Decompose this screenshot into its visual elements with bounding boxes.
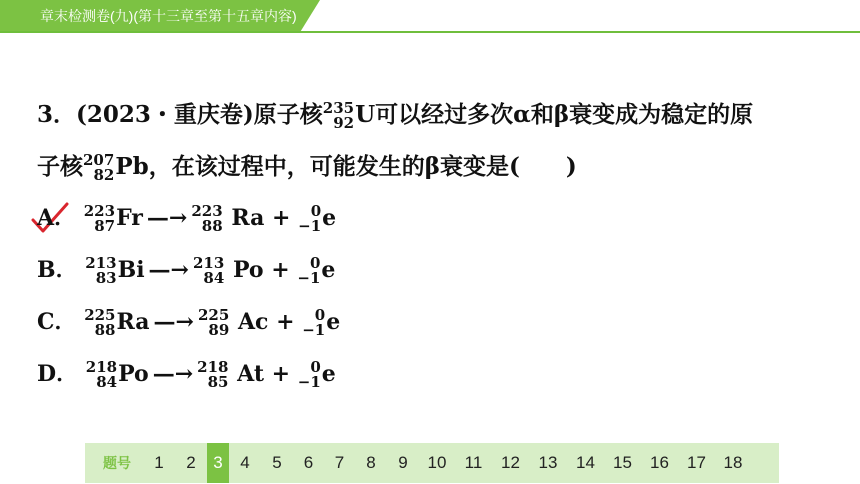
electron-indices: [298, 204, 321, 234]
electron-mass: 0: [314, 306, 326, 324]
parent-mass: 225: [84, 306, 116, 324]
question-nav-item-11[interactable]: 11: [464, 453, 483, 472]
parent-symbol: Bi: [117, 257, 145, 283]
parent-mass: 218: [85, 358, 118, 376]
uranium-symbol: U: [355, 101, 376, 128]
question-nav-item-14[interactable]: 14: [576, 453, 595, 472]
plus-sign: +: [271, 257, 290, 283]
header-divider: [0, 31, 860, 33]
electron-mass: 0: [310, 358, 321, 376]
parent-symbol: Po: [118, 361, 149, 387]
parent-indices: [84, 308, 115, 338]
electron-charge: −1: [298, 217, 322, 235]
question-nav-item-6[interactable]: 6: [303, 453, 314, 472]
question-nav-item-5[interactable]: 5: [272, 453, 282, 472]
daughter-atomic: 85: [207, 373, 229, 391]
parent-symbol: Fr: [116, 205, 143, 231]
daughter-mass: 225: [197, 306, 230, 324]
header-bar: [0, 0, 860, 31]
electron-charge: −1: [297, 269, 321, 287]
parent-atomic: 87: [94, 217, 116, 235]
question-nav-item-1[interactable]: 1: [154, 453, 164, 472]
question-nav-item-3[interactable]: 3: [207, 443, 229, 483]
option-letter: A．: [37, 205, 77, 231]
question-nav-item-7[interactable]: 7: [334, 453, 345, 472]
page-title: 章末检测卷(九)(第十三章至第十五章内容): [40, 8, 297, 24]
parent-symbol: Ra: [116, 309, 150, 335]
question-nav-item-4[interactable]: 4: [240, 453, 250, 472]
question-nav-item-17[interactable]: 17: [687, 453, 706, 472]
electron-symbol: e: [321, 361, 336, 387]
lead-indices: [83, 153, 114, 183]
lead-mass-number: 207: [83, 151, 115, 169]
question-nav-item-12[interactable]: 12: [501, 453, 520, 472]
stem-text-3: 子核: [37, 153, 83, 180]
daughter-mass: 218: [197, 358, 229, 376]
uranium-mass-number: 235: [322, 99, 355, 117]
stem-text-4: ，在该过程中，可能发生的β衰变是( ): [148, 153, 577, 180]
plus-sign: +: [272, 205, 291, 231]
parent-indices: [85, 256, 116, 286]
option-letter: B．: [37, 257, 78, 283]
question-nav-item-9[interactable]: 9: [398, 453, 408, 472]
parent-atomic: 84: [96, 373, 118, 391]
uranium-atomic-number: 92: [333, 114, 355, 132]
parent-mass: 223: [83, 202, 116, 220]
option-letter: C．: [37, 309, 77, 335]
question-nav-item-16[interactable]: 16: [650, 453, 669, 472]
question-number: 3．: [37, 101, 77, 128]
question-nav-item-8[interactable]: 8: [366, 453, 376, 472]
electron-charge: −1: [297, 373, 321, 391]
question-nav-items: [143, 443, 751, 483]
electron-indices: [297, 256, 320, 286]
daughter-atomic: 88: [201, 217, 223, 235]
daughter-symbol: Ra: [231, 205, 265, 231]
reaction-arrow: —→: [146, 205, 188, 231]
daughter-symbol: Po: [232, 257, 264, 283]
parent-mass: 213: [85, 254, 117, 272]
option-c[interactable]: [37, 305, 340, 338]
stem-text-1: 原子核: [253, 101, 323, 128]
daughter-symbol: At: [237, 361, 264, 387]
stem-text-2: 可以经过多次α和β衰变成为稳定的原: [375, 101, 754, 128]
daughter-atomic: 84: [203, 269, 225, 287]
plus-sign: +: [271, 361, 291, 387]
question-nav-item-2[interactable]: 2: [186, 453, 196, 472]
daughter-mass: 213: [192, 254, 225, 272]
electron-symbol: e: [321, 257, 336, 283]
option-letter: D．: [37, 361, 79, 387]
electron-indices: [302, 308, 325, 338]
lead-atomic-number: 82: [93, 166, 115, 184]
lead-symbol: Pb: [115, 153, 149, 180]
question-nav-item-13[interactable]: 13: [538, 453, 558, 472]
daughter-atomic: 89: [208, 321, 230, 339]
parent-atomic: 83: [95, 269, 117, 287]
reaction-arrow: —→: [152, 361, 194, 387]
daughter-indices: [193, 256, 224, 286]
option-a[interactable]: [37, 201, 336, 234]
electron-mass: 0: [309, 254, 321, 272]
option-d[interactable]: [37, 357, 336, 390]
uranium-indices: [323, 101, 354, 131]
question-stem-line2: [37, 148, 577, 183]
electron-charge: −1: [302, 321, 326, 339]
electron-indices: [298, 360, 321, 390]
reaction-arrow: —→: [153, 309, 194, 335]
daughter-indices: [197, 360, 228, 390]
daughter-mass: 223: [191, 202, 223, 220]
question-nav-label: 题号: [103, 455, 131, 471]
electron-symbol: e: [322, 205, 337, 231]
option-b[interactable]: [37, 253, 335, 286]
parent-indices: [86, 360, 117, 390]
reaction-arrow: —→: [148, 257, 189, 283]
electron-symbol: e: [326, 309, 341, 335]
plus-sign: +: [276, 309, 295, 335]
question-source: (2023・重庆卷): [76, 101, 254, 128]
parent-atomic: 88: [94, 321, 116, 339]
question-nav-item-15[interactable]: 15: [613, 453, 632, 472]
question-nav-bar: [85, 443, 779, 483]
daughter-indices: [191, 204, 222, 234]
question-nav-item-10[interactable]: 10: [427, 453, 447, 472]
daughter-indices: [198, 308, 229, 338]
parent-indices: [84, 204, 115, 234]
electron-mass: 0: [310, 202, 322, 220]
daughter-symbol: Ac: [237, 309, 269, 335]
question-stem-line1: [37, 96, 753, 131]
question-nav-item-18[interactable]: 18: [723, 453, 743, 472]
